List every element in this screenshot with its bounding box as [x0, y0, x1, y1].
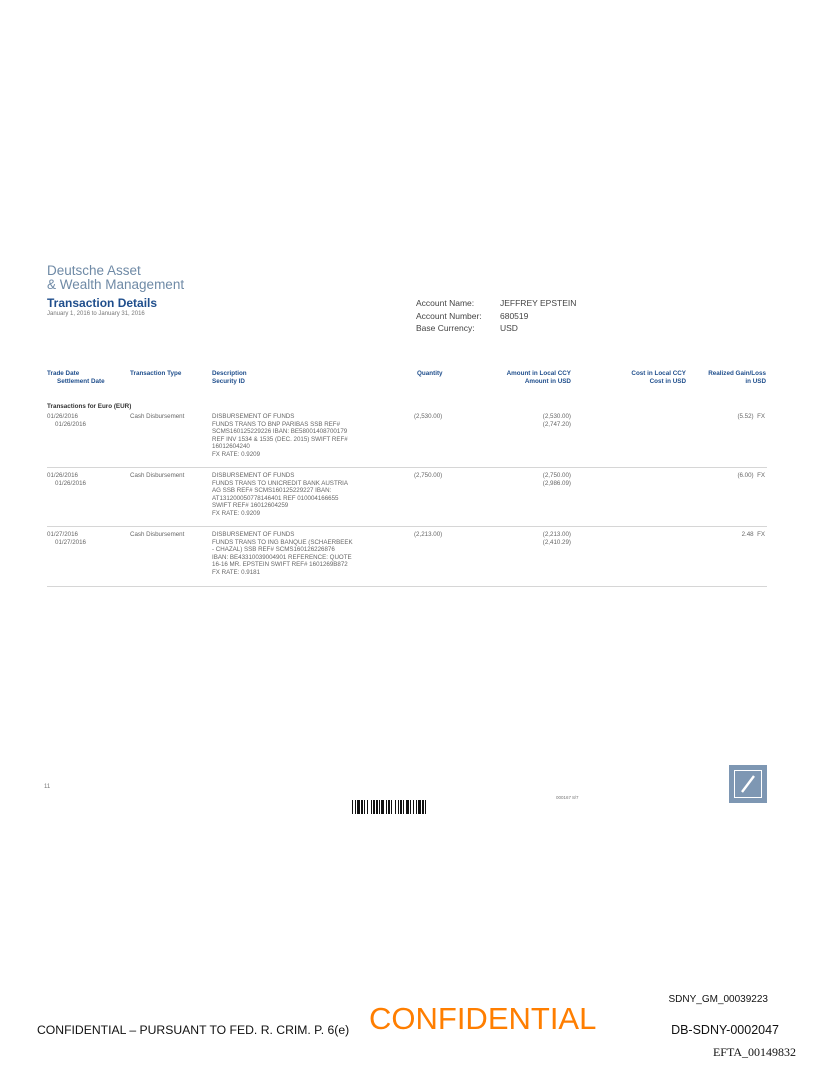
col-trade-date: Trade Date [47, 370, 80, 377]
brand-line-2: & Wealth Management [47, 277, 185, 292]
confidential-stamp: CONFIDENTIAL [369, 1001, 597, 1036]
row-divider [47, 526, 767, 527]
row-divider [47, 586, 767, 587]
amount-local: (2,213.00) [542, 531, 571, 538]
col-header-dates [47, 370, 105, 386]
col-quantity: Quantity [417, 370, 443, 377]
trade-date: 01/27/2016 [47, 531, 78, 538]
quantity: (2,750.00) [414, 472, 443, 479]
col-settlement-date: Settlement Date [57, 378, 105, 385]
transaction-description: DISBURSEMENT OF FUNDS FUNDS TRANS TO BNP PARIBAS SSB REF# SCMS160125229226 IBAN: BE58001408700179 REF INV 1534 & 1535 (DEC. 2015) SWIFT REF# 16012604240 FX RATE: 0.9209 [212, 413, 348, 458]
account-number-label: Account Number: [416, 310, 482, 321]
transaction-description: DISBURSEMENT OF FUNDS FUNDS TRANS TO ING BANQUE (SCHAERBEEK - CHAZAL) SSB REF# SCMS160126226876 IBAN: BE43310039004901 REFERENCE: QUOTE 16-16 MR. EPSTEIN SWIFT REF# 1601269B872 FX RATE: 0.9181 [212, 531, 353, 576]
page-number: 11 [44, 784, 51, 790]
settlement-date: 01/26/2016 [55, 480, 86, 487]
gain-suffix: FX [757, 472, 765, 479]
amount-usd: (2,410.29) [542, 539, 571, 546]
gain-suffix: FX [757, 531, 765, 538]
base-currency-row [416, 322, 576, 335]
base-currency-label: Base Currency: [416, 323, 475, 333]
account-name-label: Account Name: [416, 298, 475, 308]
confidential-footer: CONFIDENTIAL – PURSUANT TO FED. R. CRIM. P. 6(e) [37, 1023, 350, 1037]
trade-date: 01/26/2016 [47, 472, 78, 479]
page-title: Transaction Details [47, 296, 158, 310]
brand-line-1: Deutsche Asset [47, 263, 141, 278]
col-cost-usd: Cost in USD [649, 378, 686, 385]
account-number-value: 680519 [500, 310, 529, 321]
bates-number-bottom: DB-SDNY-0002047 [671, 1023, 779, 1037]
amount-usd: (2,747.20) [542, 421, 571, 428]
transaction-type: Cash Disbursement [130, 531, 185, 538]
col-gain-label: Realized Gain/Loss [708, 370, 766, 377]
col-amount-usd: Amount in USD [524, 378, 571, 385]
col-header-cost [631, 370, 686, 386]
quantity: (2,530.00) [414, 413, 443, 420]
brand-logo-text [47, 264, 184, 292]
transaction-type: Cash Disbursement [130, 472, 185, 479]
col-security-id: Security ID [212, 378, 245, 385]
settlement-date: 01/27/2016 [55, 539, 86, 546]
col-header-gain [708, 370, 766, 386]
efta-number: EFTA_00149832 [712, 1045, 796, 1059]
amount-usd: (2,986.09) [542, 480, 571, 487]
col-cost-local: Cost in Local CCY [631, 370, 686, 377]
gain-value: (5.52) [737, 413, 754, 420]
account-name-value: JEFFREY EPSTEIN [500, 298, 577, 308]
account-name-row [416, 297, 576, 310]
col-transaction-type: Transaction Type [130, 370, 182, 377]
col-description: Description [212, 370, 247, 377]
realized-gain [742, 531, 765, 539]
quantity: (2,213.00) [414, 531, 443, 538]
barcode-icon [352, 800, 474, 814]
amount-local: (2,530.00) [542, 413, 571, 420]
trade-date: 01/26/2016 [47, 413, 78, 420]
account-number-row [416, 310, 576, 323]
deutsche-bank-logo-icon [729, 765, 767, 803]
account-info [416, 297, 576, 335]
amount-local: (2,750.00) [542, 472, 571, 479]
col-gain-unit: in USD [745, 378, 766, 385]
gain-value: 2.48 [741, 531, 754, 538]
realized-gain [737, 472, 765, 480]
base-currency-value: USD [500, 323, 518, 333]
document-code: 000167 8/7 [556, 795, 579, 800]
gain-suffix: FX [757, 413, 765, 420]
col-header-amount [507, 370, 571, 386]
settlement-date: 01/26/2016 [55, 421, 86, 428]
transaction-description: DISBURSEMENT OF FUNDS FUNDS TRANS TO UNICREDIT BANK AUSTRIA AG SSB REF# SCMS160125229227 IBAN: AT131200050778146401 REF 010004166655 SWIFT REF# 16012604259 FX RATE: 0.9209 [212, 472, 349, 517]
transaction-type: Cash Disbursement [130, 413, 185, 420]
row-divider [47, 467, 767, 468]
statement-period: January 1, 2016 to January 31, 2016 [47, 311, 145, 317]
bates-number-top: SDNY_GM_00039223 [668, 994, 768, 1005]
section-label: Transactions for Euro (EUR) [47, 403, 132, 410]
col-header-description [212, 370, 247, 386]
col-amount-local: Amount in Local CCY [506, 370, 571, 377]
gain-value: (6.00) [737, 472, 754, 479]
realized-gain [737, 413, 765, 421]
